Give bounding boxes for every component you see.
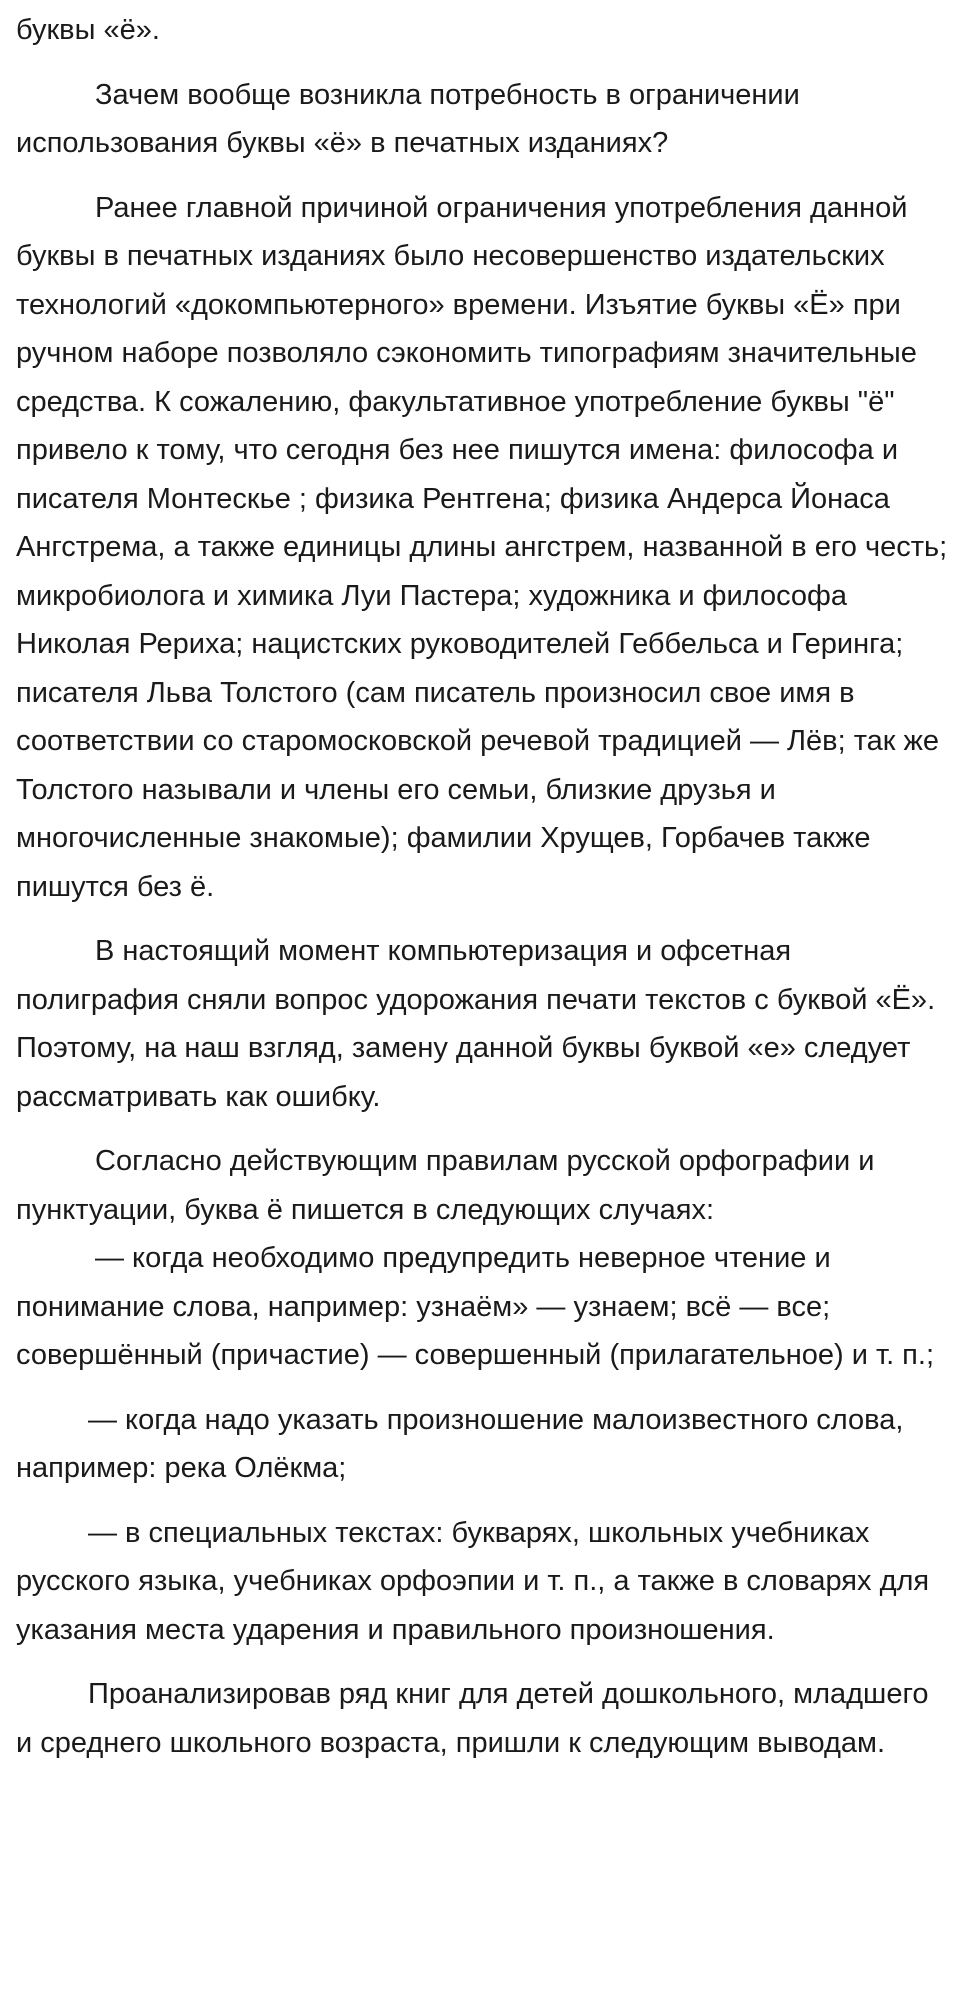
- paragraph-fragment: буквы «ё».: [16, 14, 160, 46]
- paragraph-computerization: В настоящий момент компьютеризация и офсетная полиграфия сняли вопрос удорожания печати текстов с буквой «Ё». Поэтому, на наш взгляд, замену данной буквы буквой «е» следует рассматривать как ошибку.: [16, 935, 936, 1113]
- paragraph-question: Зачем вообще возникла потребность в ограничении использования буквы «ё» в печатных изданиях?: [16, 78, 800, 159]
- paragraph-rule-2: — когда надо указать произношение малоизвестного слова, например: река Олёкма;: [16, 1403, 904, 1484]
- paragraph-rule-1: — когда необходимо предупредить неверное чтение и понимание слова, например: узнаём» — узнаем; всё — все; совершённый (причастие) — совершенный (прилагательное) и т. п.;: [16, 1242, 935, 1371]
- paragraph-history: Ранее главной причиной ограничения употребления данной буквы в печатных изданиях было несовершенство издательских технологий «докомпьютерного» времени. Изъятие буквы «Ё» при ручном наборе позволяло сэкономить типографиям значительные средства. К сожалению, факультативное употребление буквы "ё" привело к тому, что сегодня без нее пишутся имена: философа и писателя Монтескье ; физика Рентгена; физика Андерса Йонаса Ангстрема, а также единицы длины ангстрем, названной в его честь; микробиолога и химика Луи Пастера; художника и философа Николая Рериха; нацистских руководителей Геббельса и Геринга; писателя Льва Толстого (сам писатель произносил свое имя в соответствии со старомосковской речевой традицией — Лёв; так же Толстого называли и члены его семьи, близкие друзья и многочисленные знакомые); фамилии Хрущев, Горбачев также пишутся без ё.: [16, 191, 948, 903]
- paragraph-rule-3: — в специальных текстах: букварях, школьных учебниках русского языка, учебниках орфоэпии и т. п., а также в словарях для указания места ударения и правильного произношения.: [16, 1516, 930, 1646]
- paragraph-rules-intro: Согласно действующим правилам русской орфографии и пунктуации, буква ё пишется в следующих случаях:: [16, 1145, 875, 1226]
- paragraph-conclusion: Проанализировав ряд книг для детей дошкольного, младшего и среднего школьного возраста, пришли к следующим выводам.: [16, 1678, 929, 1759]
- document-page: [0, 6, 960, 2006]
